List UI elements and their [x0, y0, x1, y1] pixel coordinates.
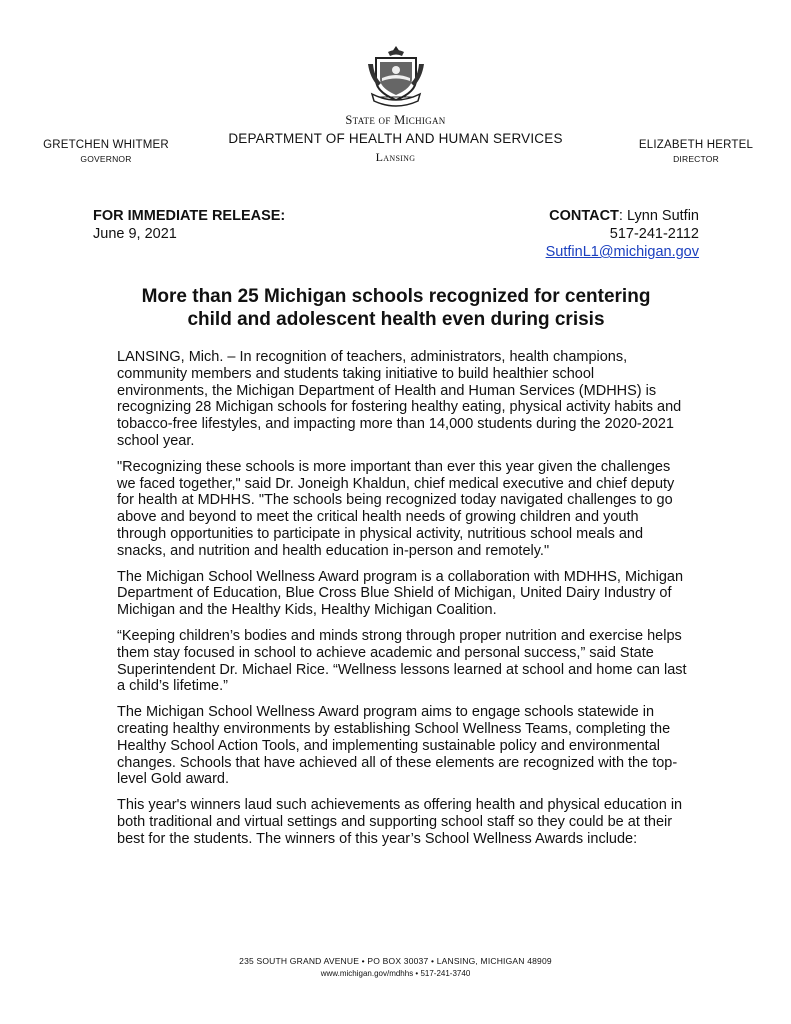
body-paragraph: "Recognizing these schools is more important than ever this year given the challenges we faced together," said Dr. Joneigh Khaldun, chief medical executive and chief deputy for health at MDHHS. "The schools being recognized today navigated challenges to go above and beyond to meet the critical health needs of growing children and youth through opportunities to participate in physical activity, nutritious school meals and snacks, and nutrition and health education in-person and remotely."	[117, 458, 675, 559]
state-name: State of Michigan	[345, 113, 446, 127]
governor-block	[16, 139, 196, 164]
director-name: ELIZABETH HERTEL	[638, 139, 754, 151]
michigan-state-seal-icon	[364, 44, 428, 108]
body-paragraph: LANSING, Mich. – In recognition of teachers, administrators, health champions, community members and students taking initiative to build healthier school environments, the Michigan Department of Health and Human Services (MDHHS) is recognizing 28 Michigan schools for fostering healthy eating, physical activity habits and tobacco-free lifestyles, and impacting more than 14,000 students during the 2020-2021 school year.	[117, 349, 682, 449]
city-name: Lansing	[375, 150, 416, 164]
footer-web-phone: www.michigan.gov/mdhhs • 517-241-3740	[320, 969, 471, 978]
contact-label: CONTACT	[549, 208, 619, 224]
governor-name: GRETCHEN WHITMER	[43, 139, 169, 151]
headline-line-1: More than 25 Michigan schools recognized for centering	[141, 286, 651, 307]
headline-line-2: child and adolescent health even during crisis	[187, 309, 605, 330]
governor-title: GOVERNOR	[80, 154, 132, 164]
seal-graphic	[364, 44, 428, 108]
body-paragraph: The Michigan School Wellness Award program aims to engage schools statewide in creating healthy environments by establishing School Wellness Teams, completing the Healthy School Action Tools, and implementing sustainable policy and environmental changes. Schools that have achieved all of these elements are recognized with the top-level Gold award.	[117, 704, 678, 788]
director-block	[606, 139, 786, 164]
release-block	[93, 207, 285, 243]
release-label: FOR IMMEDIATE RELEASE:	[93, 208, 286, 224]
body-paragraph: “Keeping children’s bodies and minds strong through proper nutrition and exercise helps them stay focused in school to achieve academic and personal success,” said State Superintendent Dr. Michael Rice. “Wellness lessons learned at school and home can last a child’s lifetime.”	[117, 627, 687, 695]
director-title: DIRECTOR	[673, 154, 719, 164]
release-date: June 9, 2021	[93, 226, 177, 242]
contact-email-link[interactable]: SutfinL1@michigan.gov	[545, 244, 699, 260]
department-name: DEPARTMENT OF HEALTH AND HUMAN SERVICES	[228, 131, 563, 146]
contact-name: : Lynn Sutfin	[618, 208, 699, 224]
contact-block	[546, 207, 699, 261]
contact-phone: 517-241-2112	[609, 226, 699, 242]
footer-address: 235 SOUTH GRAND AVENUE • PO BOX 30037 • LANSING, MICHIGAN 48909	[239, 956, 552, 966]
body-paragraph: The Michigan School Wellness Award program is a collaboration with MDHHS, Michigan Department of Education, Blue Cross Blue Shield of Michigan, United Dairy Industry of Michigan and the Healthy Kids, Healthy Michigan Coalition.	[117, 568, 684, 619]
headline	[80, 285, 712, 331]
body-paragraph: This year's winners laud such achievements as offering health and physical education in both traditional and virtual settings and supporting school staff so they could be at their best for the students. The winners of this year’s School Wellness Awards include:	[117, 797, 683, 847]
press-release-body	[117, 349, 687, 857]
